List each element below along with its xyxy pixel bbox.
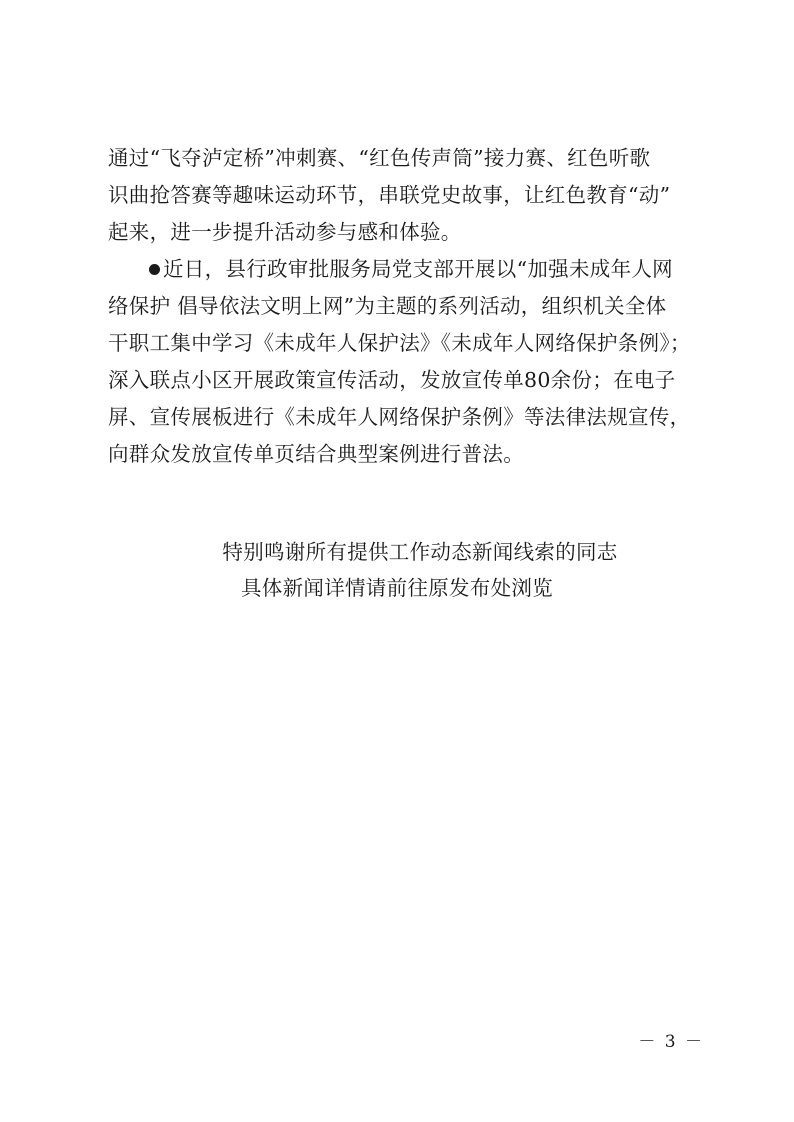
paragraph-2-line-1 <box>108 251 698 288</box>
page-number: － 3 － <box>638 1032 704 1052</box>
paragraph-2-line-4: 深入联点小区开展政策宣传活动，发放宣传单80余份；在电子 <box>108 368 676 392</box>
bullet-icon <box>149 264 160 275</box>
acknowledgement <box>0 534 794 606</box>
paragraph-1-line-1: 通过“飞夺泸定桥”冲刺赛、“红色传声筒”接力赛、红色听歌 <box>108 146 651 170</box>
paragraph-2-line-3: 干职工集中学习《未成年人保护法》《未成年人网络保护条例》； <box>108 331 691 355</box>
paragraph-2-line-5: 屏、宣传展板进行《未成年人网络保护条例》等法律法规宣传， <box>108 405 691 429</box>
paragraph-2-line-2: 络保护 倡导依法文明上网”为主题的系列活动，组织机关全体 <box>108 294 667 318</box>
paragraph-1-line-2: 识曲抢答赛等趣味运动环节，串联党史故事，让红色教育“动” <box>108 183 671 207</box>
paragraph-1-line-3: 起来，进一步提升活动参与感和体验。 <box>108 220 462 244</box>
paragraph-2-line-1-text: 近日，县行政审批服务局党支部开展以“加强未成年人网 <box>163 257 673 281</box>
paragraph-2-line-6: 向群众发放宣传单页结合典型案例进行普法。 <box>108 442 524 466</box>
body-text <box>108 140 698 473</box>
acknowledgement-line-1: 特别鸣谢所有提供工作动态新闻线索的同志 <box>222 540 618 564</box>
acknowledgement-line-2: 具体新闻详情请前往原发布处浏览 <box>241 576 553 600</box>
